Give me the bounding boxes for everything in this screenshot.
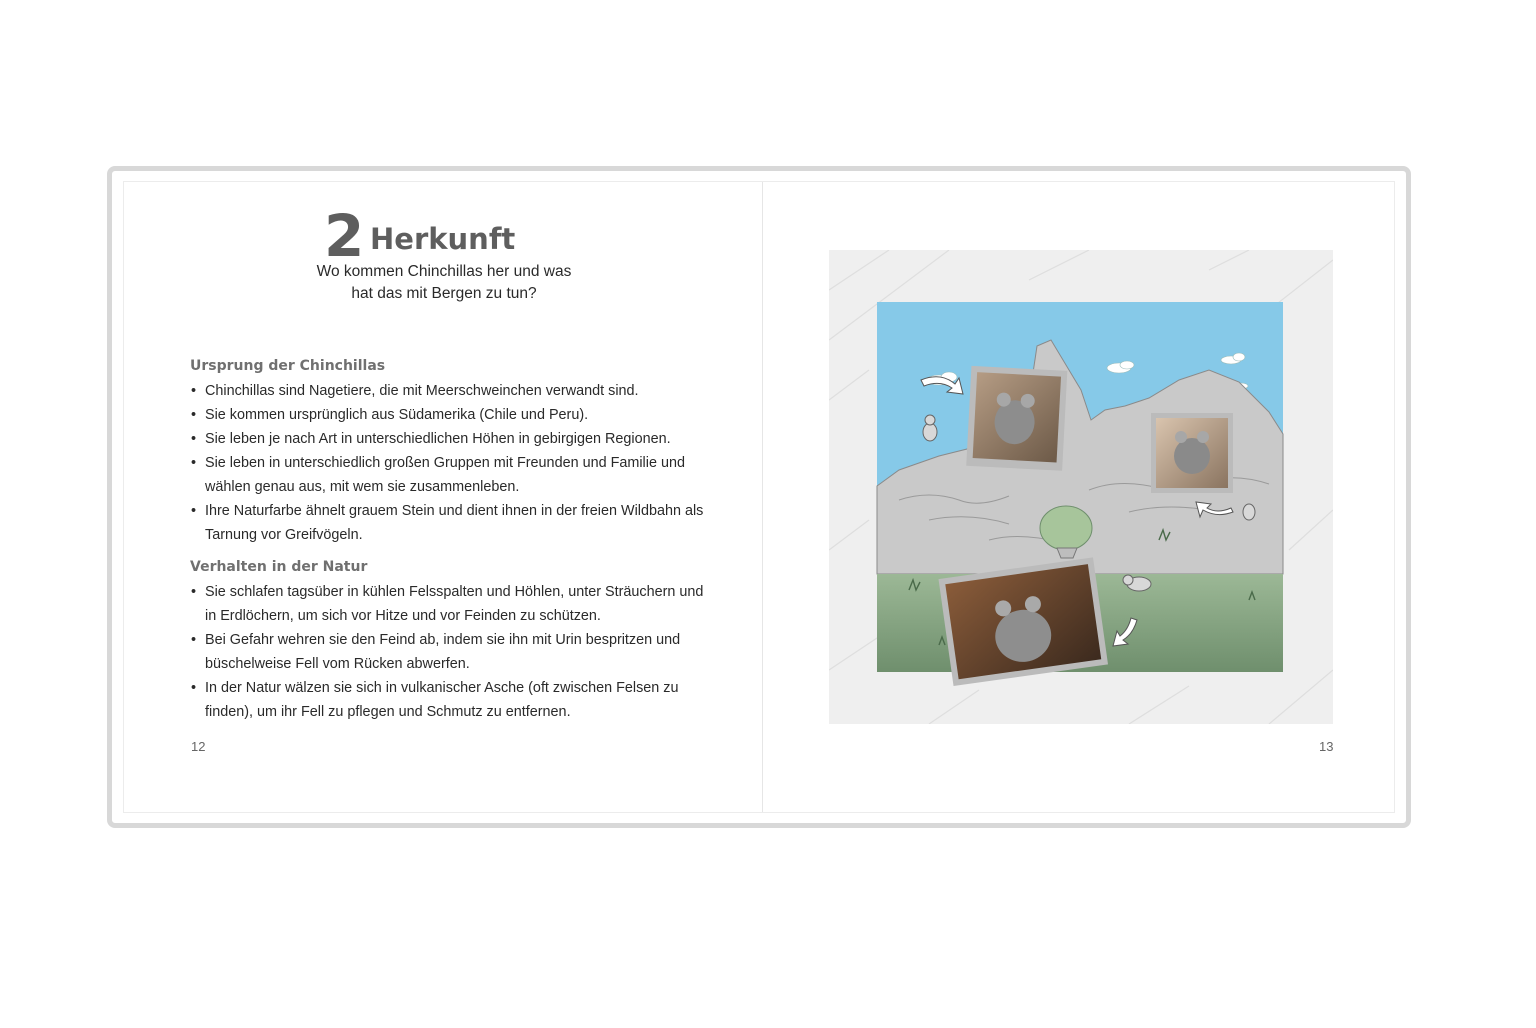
- list-item: • Sie leben je nach Art in unterschiedlichen Höhen in gebirgigen Regionen.: [190, 427, 710, 451]
- left-page: [124, 182, 762, 812]
- chinchilla-photo-1: [966, 366, 1067, 471]
- list-item: • Ihre Naturfarbe ähnelt grauem Stein und dient ihnen in der freien Wildbahn als Tarnung vor Greifvögeln.: [190, 499, 710, 547]
- section-heading-behavior: Verhalten in der Natur: [190, 559, 368, 575]
- list-item: • Sie leben in unterschiedlich großen Gruppen mit Freunden und Familie und wählen genau aus, mit wem sie zusammenleben.: [190, 451, 710, 499]
- chapter-number: 2: [324, 202, 363, 270]
- chapter-title: Herkunft: [370, 222, 516, 256]
- book-spread: [107, 166, 1411, 828]
- list-item: • Bei Gefahr wehren sie den Feind ab, indem sie ihn mit Urin bespritzen und büschelweise Fell vom Rücken abwerfen.: [190, 628, 710, 676]
- behavior-bullet-list: [190, 580, 710, 724]
- open-book: [123, 181, 1395, 813]
- chinchilla-photo-3: [939, 557, 1109, 686]
- list-item: • Sie schlafen tagsüber in kühlen Felsspalten und Höhlen, unter Sträuchern und in Erdlöchern, um sich vor Hitze und vor Feinden zu schützen.: [190, 580, 710, 628]
- page-number-right: 13: [1319, 739, 1334, 754]
- page-number-left: 12: [191, 739, 206, 754]
- subtitle-line: Wo kommen Chinchillas her und was: [316, 263, 572, 280]
- list-item: • Chinchillas sind Nagetiere, die mit Meerschweinchen verwandt sind.: [190, 379, 710, 403]
- list-item: • In der Natur wälzen sie sich in vulkanischer Asche (oft zwischen Felsen zu finden), um ihr Fell zu pflegen und Schmutz zu entfernen.: [190, 676, 710, 724]
- mountain-illustration: [829, 250, 1333, 724]
- right-page: [763, 182, 1394, 812]
- origin-bullet-list: [190, 379, 710, 547]
- section-heading-origin: Ursprung der Chinchillas: [190, 358, 386, 374]
- subtitle-line: hat das mit Bergen zu tun?: [351, 285, 537, 302]
- list-item: • Sie kommen ursprünglich aus Südamerika (Chile und Peru).: [190, 403, 710, 427]
- chinchilla-photo-2: [1151, 413, 1233, 493]
- chapter-subtitle: [274, 261, 614, 305]
